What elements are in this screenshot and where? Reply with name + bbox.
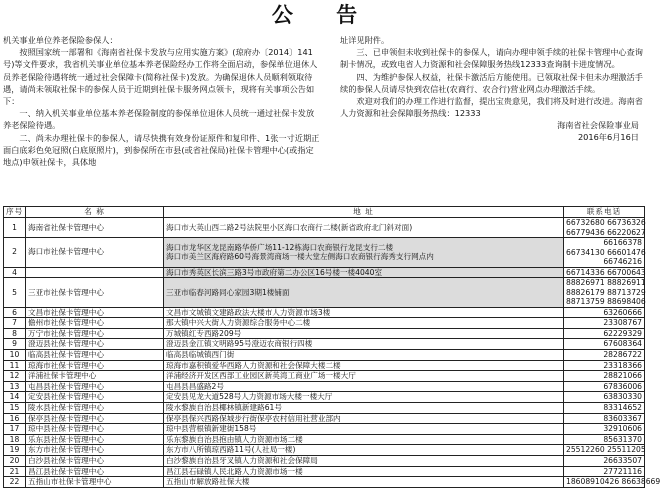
center-phone [564,328,645,339]
row-number: 16 [4,413,26,424]
signature-block [340,119,643,143]
center-phone [564,238,645,268]
center-address [164,466,564,477]
table-row [4,307,645,318]
center-address [164,218,564,238]
table-row [4,339,645,350]
address-line: 海口市秀英区长滨三路3号市政府第二办公区16号楼一楼4040室 [166,267,383,277]
row-number: 4 [4,267,26,278]
center-name: 海口市社保卡管理中心 [26,238,164,268]
phone-line: 28286722 [603,350,642,360]
center-address [164,402,564,413]
phone-line: 66166378 [603,238,642,247]
phone-line: 18608910426 86638669 [566,477,660,487]
address-line: 定安县见龙大道528号人力资源市场大楼一楼大厅 [166,392,333,402]
center-address [164,392,564,403]
table-row [4,424,645,435]
center-address [164,424,564,435]
center-name: 三亚市社保卡管理中心 [26,278,164,308]
center-phone [564,402,645,413]
row-number: 9 [4,339,26,350]
row-number: 6 [4,307,26,318]
center-name: 乐东县社保卡管理中心 [26,434,164,445]
row-number: 1 [4,218,26,238]
header-phone: 联系电话 [564,207,645,218]
notice-body-left [3,34,321,168]
center-address [164,339,564,350]
center-phone [564,455,645,466]
address-line: 海口市龙华区龙昆南路华侨广场11-12栋海口农商银行龙昆支行二楼 [166,242,394,252]
address-line: 昌江县石碌镇人民北路人力资源市场一楼 [166,466,303,476]
table-row [4,278,645,308]
center-phone [564,307,645,318]
row-number: 7 [4,318,26,329]
table-row [4,371,645,382]
phone-line: 23318366 [603,360,642,370]
center-name: 陵水县社保卡管理中心 [26,402,164,413]
address-line: 那大镇中兴大街人力资源综合服务中心二楼 [166,318,311,328]
center-name: 洋浦社保卡管理中心 [26,371,164,382]
row-number: 14 [4,392,26,403]
address-line: 琼海市嘉积镇爱华西路人力资源和社会保障大楼二楼 [166,360,341,370]
center-address [164,371,564,382]
center-phone [564,218,645,238]
center-name [26,267,164,278]
notice-date: 2016年6月16日 [577,132,639,143]
row-number: 18 [4,434,26,445]
center-name: 儋州市社保卡管理中心 [26,318,164,329]
table-row [4,267,645,278]
center-name: 屯昌县社保卡管理中心 [26,381,164,392]
row-number: 2 [4,238,26,268]
phone-line: 32910606 [603,424,642,434]
table-row [4,238,645,268]
center-address [164,318,564,329]
address-line: 万城镇红专西路209号 [166,328,242,338]
table-row [4,392,645,403]
table-row [4,218,645,238]
center-phone [564,360,645,371]
header-name: 名 称 [26,207,164,218]
center-phone [564,413,645,424]
center-name: 昌江县社保卡管理中心 [26,466,164,477]
phone-line: 83603367 [603,413,642,423]
phone-line: 66734130 66601476 [566,247,646,257]
address-line: 陵水黎族自治县椰林镇新建路61号 [166,402,282,412]
center-phone [564,339,645,350]
intro-paragraph-3: 二、尚未办理社保卡的参保人，请尽快携有效身份证原件和复印件、1张一寸近期正面白底彩色免冠照(白底原照片)，到参保所在市县(或省社保局)社保卡管理中心(或指定地点)申领社保卡，具体地 [3,132,320,168]
row-number: 19 [4,445,26,456]
center-name: 琼中县社保卡管理中心 [26,424,164,435]
phone-line: 88826179 88713729 [566,287,646,297]
table-row [4,381,645,392]
table-row [4,445,645,456]
address-line: 屯昌县昌盛路2号 [166,381,224,391]
continuation-text: 址详见附件。 [340,35,390,45]
right-paragraph-2: 四、为维护参保人权益，社保卡激活后方能使用。已领取社保卡但未办理激活手续的参保人员请尽快到农信社(农商行、农合行)营业网点办理激活手续。 [340,71,643,94]
phone-line: 83314652 [603,402,642,412]
phone-line: 26633507 [603,455,642,465]
address-line: 海口市大英山西二路2号法院里小区海口农商行二楼(新省政府北门斜对面) [166,222,413,232]
center-phone [564,466,645,477]
table-body [4,218,660,488]
center-address [164,413,564,424]
header-no: 序号 [4,207,26,218]
center-address [164,381,564,392]
address-line: 保亭县保兴西路保城步行街保亭农村信用社营业部内 [166,413,341,423]
row-number: 8 [4,328,26,339]
notice-title: 公 告 [271,3,376,27]
table-row [4,413,645,424]
row-number: 15 [4,402,26,413]
center-phone [564,381,645,392]
address-line: 洋浦经济开发区西部工业园区新英湾工商业广场一楼大厅 [166,371,356,381]
address-line: 五指山市解放路社保大楼 [166,477,250,487]
phone-line: 67836006 [603,381,642,391]
right-paragraph-1: 三、已申领但未收到社保卡的参保人，请向办理申领手续的社保卡管理中心查询制卡情况，或致电省人力资源和社会保障服务热线12333查询制卡进度情况。 [340,47,643,70]
row-number: 10 [4,349,26,360]
center-name: 澄迈县社保卡管理中心 [26,339,164,350]
salutation: 机关事业单位养老保险参保人： [3,35,118,45]
center-name: 定安县社保卡管理中心 [26,392,164,403]
table-row [4,360,645,371]
phone-line: 63830330 [603,392,642,402]
address-line: 白沙黎族自治县牙叉镇人力资源和社会保障局 [166,455,318,465]
center-phone [564,392,645,403]
phone-line: 88713759 88698406 [566,297,646,307]
center-address [164,278,564,308]
center-address [164,360,564,371]
phone-line: 66779436 66220627 [566,227,646,237]
center-address [164,477,564,488]
center-address [164,445,564,456]
center-phone [564,349,645,360]
center-name: 海南省社保卡管理中心 [26,218,164,238]
address-line: 文昌市文城镇文建路政法大楼市人力资源市场3楼 [166,307,331,317]
center-address [164,434,564,445]
intro-paragraph-1: 按照国家统一部署和《海南省社保卡发放与应用实施方案》(琼府办〔2014〕141号)等文件要求，我省机关事业单位基本养老保险经办工作将全面启动，参保单位退休人员养老保险待遇将统一通过社会保障卡(简称社保卡)发放。为确保退休人员顺利领取待遇，请尚未领取社保卡的参保人员于近期到社保卡服务网点领卡，现将有关事项公告如下： [3,47,318,107]
row-number: 11 [4,360,26,371]
center-name: 保亭县社保卡管理中心 [26,413,164,424]
phone-line: 62229329 [603,328,642,338]
table-row [4,466,645,477]
phone-line: 66746216 [603,257,642,266]
address-line: 临高县临城镇西门街 [166,349,235,359]
center-address [164,349,564,360]
phone-line: 67608364 [603,339,642,349]
center-phone [564,445,645,456]
address-line: 东方市八所镇琼西路11号(人社局一楼) [166,445,296,455]
row-number: 5 [4,278,26,308]
phone-line: 28821066 [603,371,642,381]
address-line: 乐东黎族自治县抱由镇人力资源市场二楼 [166,434,303,444]
row-number: 22 [4,477,26,488]
table-row [4,402,645,413]
center-address [164,267,564,278]
table-row [4,318,645,329]
address-line: 三亚市临春河路同心家园3期1楼铺面 [166,287,290,297]
phone-line: 85631370 [603,434,642,444]
phone-line: 66714336 66700643 [566,267,646,277]
row-number: 20 [4,455,26,466]
center-name: 文昌市社保卡管理中心 [26,307,164,318]
center-name: 临高县社保卡管理中心 [26,349,164,360]
table-header-row [4,207,645,218]
center-name: 白沙县社保卡管理中心 [26,455,164,466]
center-name: 东方市社保卡管理中心 [26,445,164,456]
center-name: 琼海市社保卡管理中心 [26,360,164,371]
table-row [4,349,645,360]
address-line: 海口市美兰区海府路60号海景湾商场一楼大堂左侧海口农商银行海秀支行网点内 [166,252,434,262]
center-address [164,328,564,339]
header-address: 地 址 [164,207,564,218]
signer: 海南省社会保险事业局 [557,120,639,131]
row-number: 12 [4,371,26,382]
center-address [164,455,564,466]
center-phone [564,424,645,435]
row-number: 17 [4,424,26,435]
center-name: 万宁市社保卡管理中心 [26,328,164,339]
center-phone [564,434,645,445]
table-row [4,477,645,488]
center-phone [564,371,645,382]
phone-line: 66732680 66736326 [566,218,646,227]
address-line: 琼中县营根镇新建街158号 [166,424,257,434]
center-phone [564,267,645,278]
center-address [164,238,564,268]
table-row [4,455,645,466]
center-phone [564,318,645,329]
notice-body-right [340,34,643,143]
phone-line: 27721116 [603,466,642,476]
table-row [4,434,645,445]
right-paragraph-3: 欢迎对我们的办理工作进行监督，提出宝贵意见，我们将及时进行改进。海南省人力资源和社会保障服务热线：12333 [340,96,643,119]
address-line: 澄迈县金江镇文明路95号澄迈农商银行四楼 [166,339,313,349]
intro-paragraph-2: 一、纳入机关事业单位基本养老保险制度的参保单位退休人员统一通过社保卡发放养老保险待遇。 [3,108,315,131]
center-name: 五指山市社保卡管理中心 [26,477,164,488]
phone-line: 88826971 88826911 [566,278,646,288]
center-phone [564,278,645,308]
row-number: 13 [4,381,26,392]
phone-line: 25512260 25511205 [566,445,646,455]
center-address [164,307,564,318]
phone-line: 23308767 [603,318,642,328]
row-number: 21 [4,466,26,477]
table-row [4,328,645,339]
center-phone [564,477,660,488]
phone-line: 63260666 [603,307,642,317]
service-center-table [3,206,660,488]
